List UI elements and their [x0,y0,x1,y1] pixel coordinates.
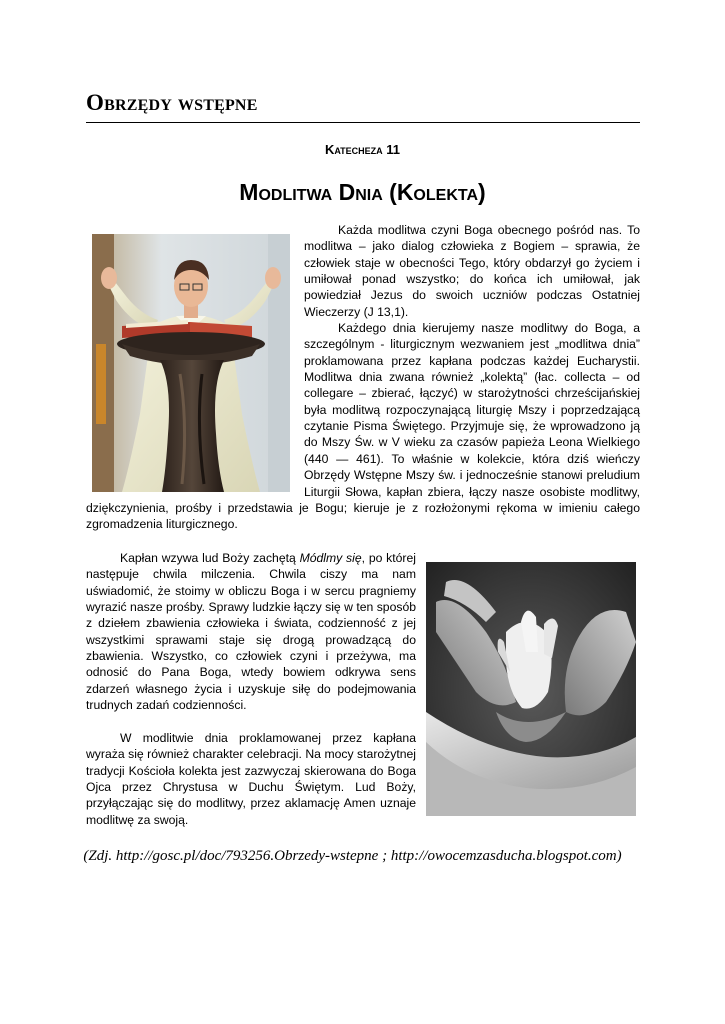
article-title: Modlitwa Dnia (Kolekta) [239,179,486,205]
section-divider [86,122,640,123]
paragraph-3-block [86,550,416,713]
paragraph-3 [86,550,416,713]
paragraph-3-rest: , po której następuje chwila milczenia. Chwila ciszy ma nam uświadomić, że stoimy w obliczu Boga i w sercu pragniemy wyrazić nasze prośby. Sprawy ludzkie łączy się w ten sposób z dziełem zbawienia człowieka i świata, codzienność z jej wszystkimi sprawami staje się drogą prowadzącą do zbawienia. Wszystko, co człowiek czyni i przeżywa, ma odnosić do Pana Boga, wtedy bowiem odkrywa sens zdarzeń własnego życia i uzyskuje siłę do podejmowania trudnych zadań codzienności. [86,551,416,713]
paragraph-1: Każda modlitwa czyni Boga obecnego pośród nas. To modlitwa – jako dialog człowieka z Bogiem – sprawia, że człowiek staje w obecności Tego, który obdarzył go życiem i umiłował ponad wszystko; do końca ich umiłował, jak powiedział Jezus do swoich uczniów podczas Ostatniej Wieczerzy (J 13,1). [304,223,640,319]
catechesis-label: Katecheza 11 [324,142,401,157]
paragraph-4: W modlitwie dnia proklamowanej przez kapłana wyraża się również charakter celebracji. Na mocy starożytnej tradycji Kościoła kolekta jest zazwyczaj skierowana do Boga Ojca przez Chrystusa w Duchu Świętym. Lud Boży, przyłączając się do modlitwy, przez aklamację Amen uznaje modlitwę za swoją. [86,731,416,827]
hands-photo [426,562,636,816]
paragraph-4-block [86,730,416,828]
paragraph-3-lead: Kapłan wzywa lud Boży zachętą [120,551,300,565]
hands-photo-illustration [426,562,636,816]
photo-credits-caption: (Zdj. http://gosc.pl/doc/793256.Obrzedy-wstepne ; http://owocemzasducha.blogspot.com) [83,848,622,864]
priest-photo-illustration [92,234,290,492]
intro-block [86,222,640,533]
priest-at-ambo-photo [92,234,290,492]
invitation-phrase: Módlmy się [299,551,362,565]
paragraph-2: Każdego dnia kierujemy nasze modlitwy do Boga, a szczególnym - liturgicznym wezwaniem jest „modlitwa dnia” proklamowana przez kapłana podczas każdej Eucharystii. Modlitwa dnia zwana również „kolektą” (łac. collecta – od collegare – zbierać, łączyć) w starożytności chrześcijańskiej była modlitwą rozpoczynającą liturgię Mszy i poprzedzającą czytanie Pisma Świętego. Przyjmuje się, że wprowadzono ją do Mszy Św. w V wieku za czasów papieża Leona Wielkiego (440 — 461). To właśnie w kolekcie, która dziś wieńczy Obrzędy Wstępne Mszy św. i jednocześnie stanowi preludium Liturgii Słowa, kapłan zbiera, łączy nasze osobiste modlitwy, dziękczynienia, prośby i przedstawia je Bogu; kieruje je z rozłożonymi rękoma w imieniu całego zgromadzenia liturgicznego. [86,321,640,532]
section-title: Obrzędy wstępne [86,90,258,115]
